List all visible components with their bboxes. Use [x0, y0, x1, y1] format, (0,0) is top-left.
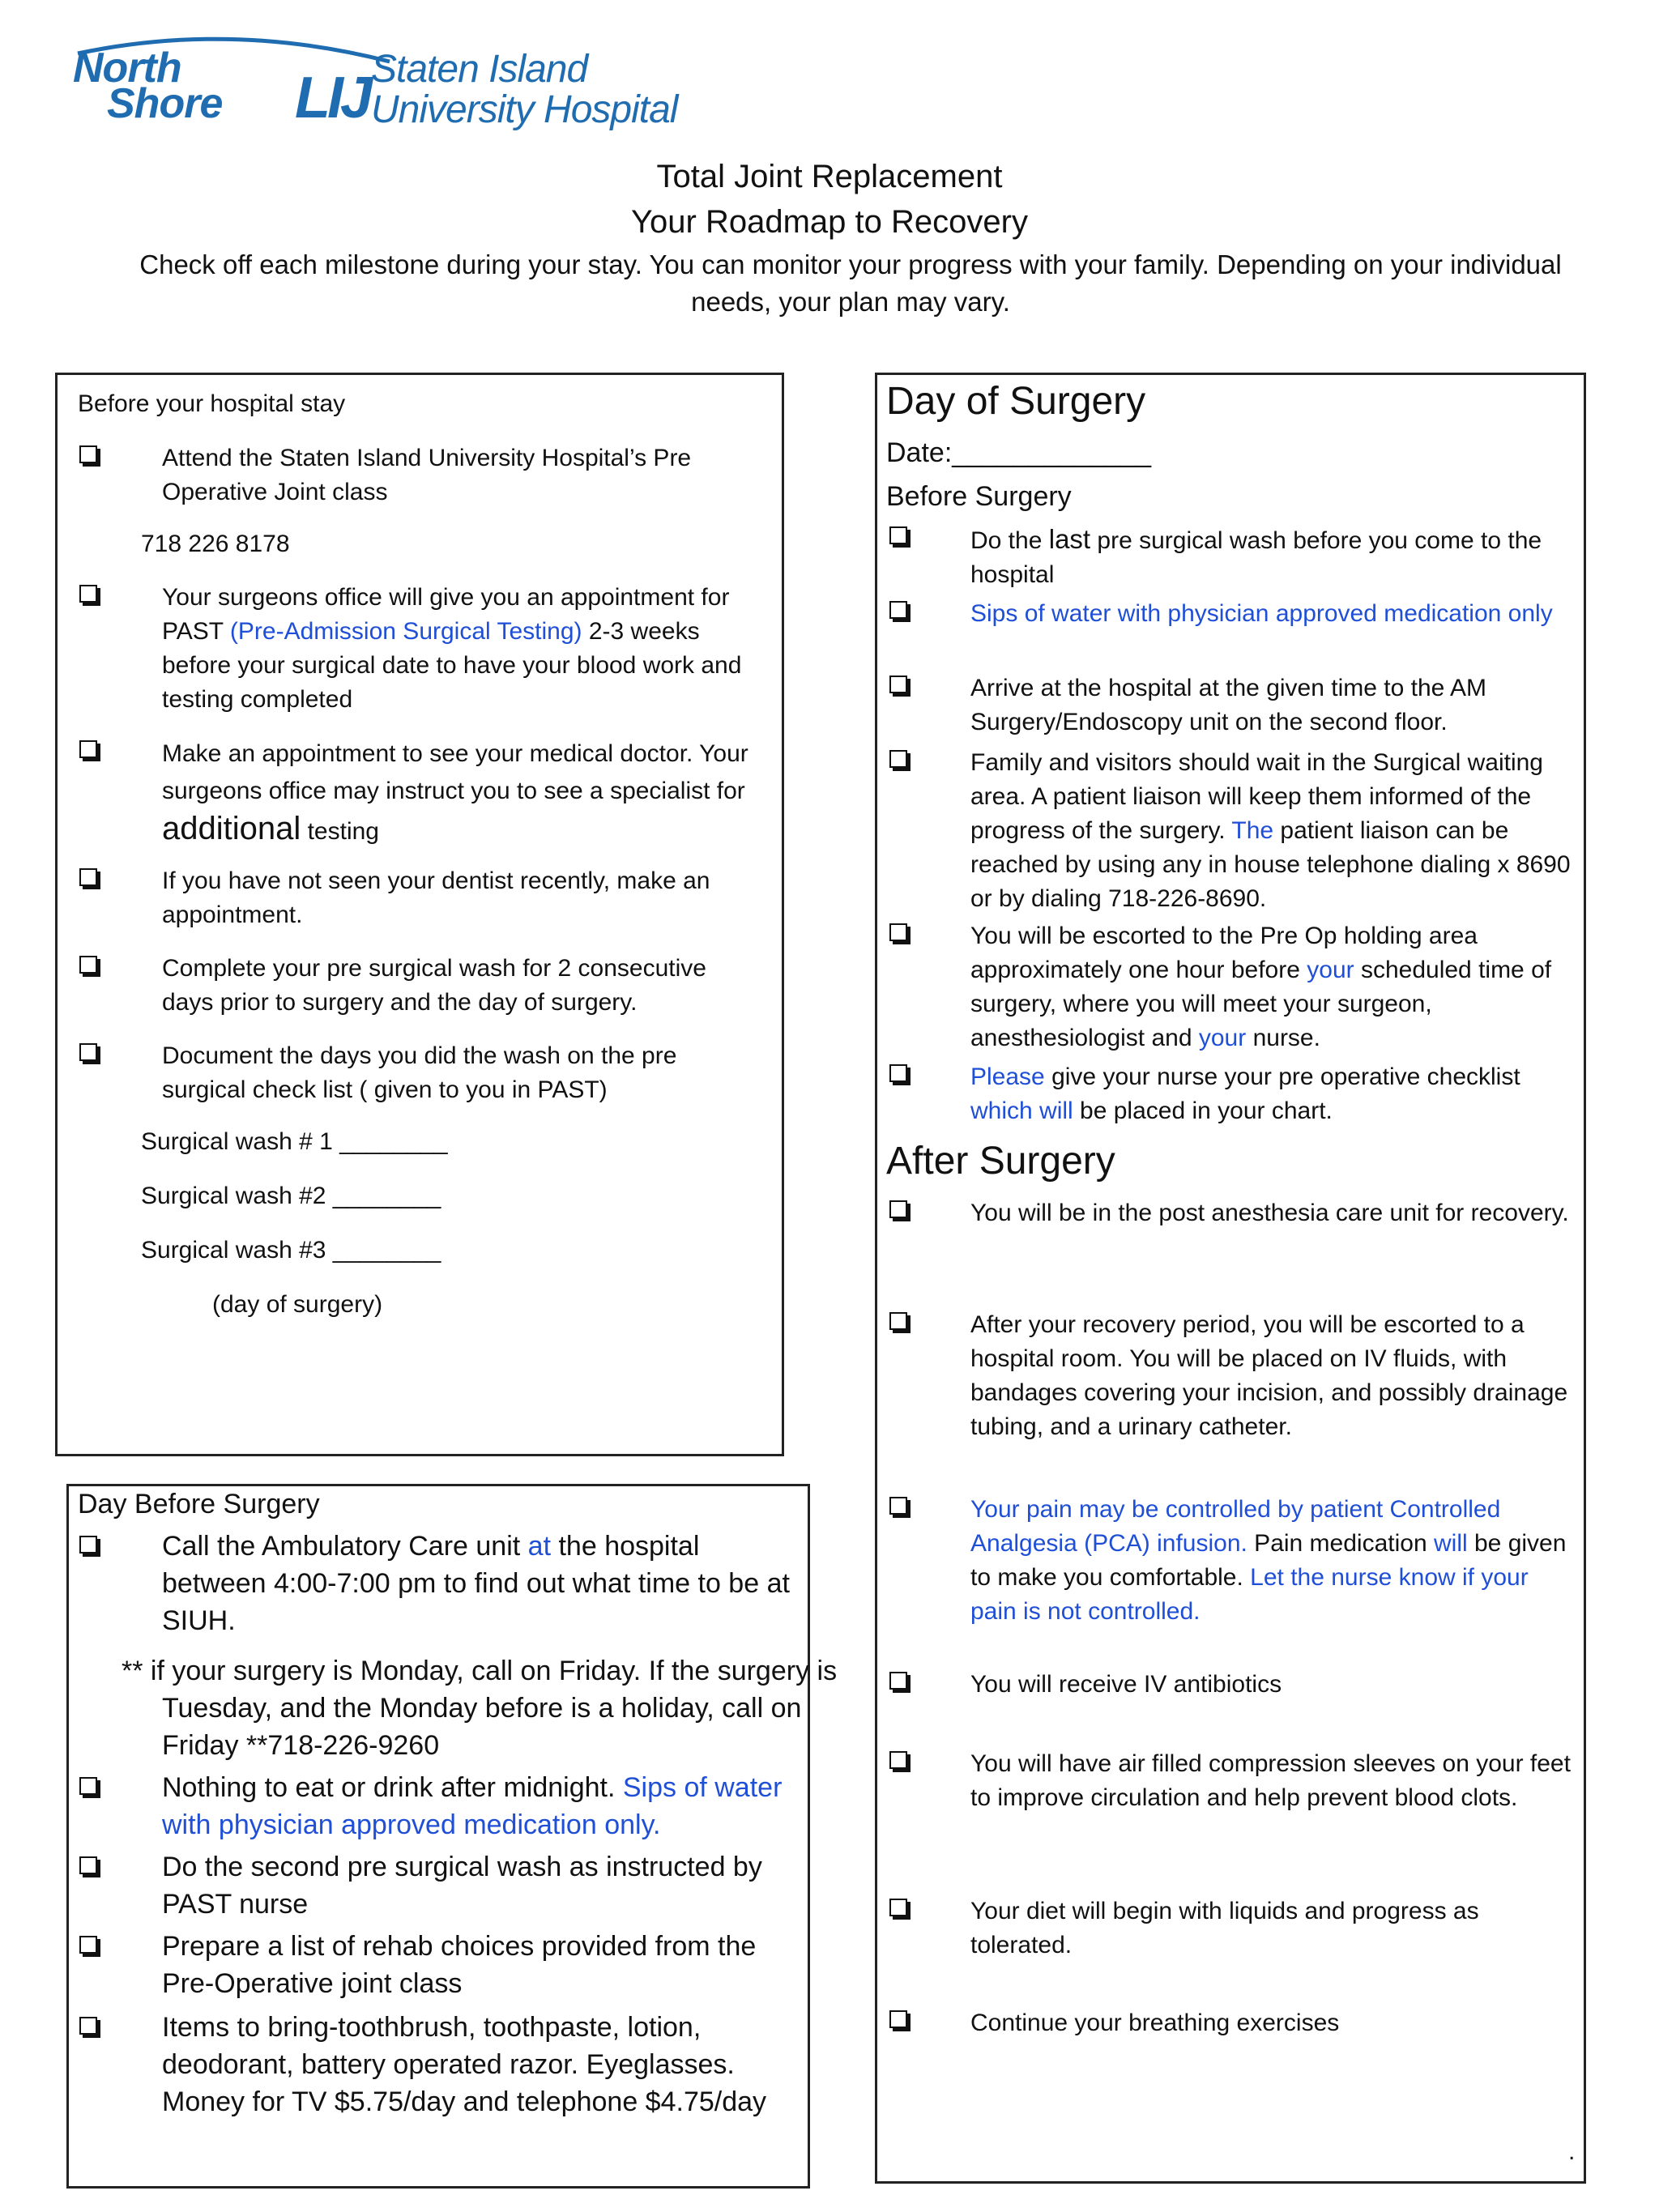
after-item-4: You will receive IV antibiotics — [970, 1671, 1282, 1698]
surgical-wash-2[interactable]: Surgical wash #2 ________ — [141, 1183, 441, 1209]
logo-north: North — [73, 45, 181, 92]
checkbox[interactable] — [79, 1936, 97, 1954]
day-of-item-5: You will be escorted to the Pre Op holding area approximately one hour before your scheduled time of surgery, where you will meet your surgeon, anesthesiologist and your nurse. — [970, 923, 1552, 1051]
checkbox[interactable] — [889, 601, 907, 619]
before-stay-heading: Before your hospital stay — [78, 390, 346, 417]
after-item-5: You will have air filled compression sleeves on your feet to improve circulation and help prevent blood clots. — [970, 1750, 1571, 1811]
checkbox[interactable] — [79, 1536, 97, 1554]
logo-hospital-line2: University Hospital — [371, 88, 678, 131]
intro-text: Check off each milestone during your stay. You can monitor your progress with your family. Depending on your individual needs, your plan may vary. — [139, 249, 1562, 317]
hospital-logo — [70, 29, 766, 134]
after-item-3: Your pain may be controlled by patient Controlled Analgesia (PCA) infusion. Pain medication will be given to make you comfortable. Let the nurse know if your pain is not controlled. — [970, 1496, 1567, 1625]
document-title: Total Joint Replacement — [656, 159, 1003, 194]
phone-number: 718 226 8178 — [141, 531, 290, 557]
surgery-date-field[interactable]: Date:_____________ — [886, 437, 1152, 468]
checkbox[interactable] — [889, 1064, 907, 1082]
document-subtitle: Your Roadmap to Recovery — [631, 204, 1028, 240]
day-of-item-3: Arrive at the hospital at the given time to the AM Surgery/Endoscopy unit on the second floor. — [970, 675, 1487, 735]
surgical-wash-3[interactable]: Surgical wash #3 ________ — [141, 1237, 441, 1264]
checkbox[interactable] — [889, 1200, 907, 1218]
checkbox[interactable] — [889, 1751, 907, 1769]
before-stay-item-4: If you have not seen your dentist recently, make an appointment. — [162, 867, 710, 928]
before-stay-item-3: Make an appointment to see your medical doctor. Your surgeons office may instruct you to see a specialist for additional testing — [162, 740, 748, 846]
day-before-heading: Day Before Surgery — [78, 1489, 320, 1519]
checkbox[interactable] — [889, 1497, 907, 1515]
day-before-item-2: Nothing to eat or drink after midnight. Sips of water with physician approved medication only. — [162, 1772, 783, 1840]
day-before-item-3: Do the second pre surgical wash as instructed by PAST nurse — [162, 1852, 762, 1920]
wash-note: (day of surgery) — [212, 1291, 383, 1318]
before-stay-item-1: Attend the Staten Island University Hospital’s Pre Operative Joint class — [162, 445, 692, 505]
day-of-item-1: Do the last pre surgical wash before you come to the hospital — [970, 524, 1542, 588]
checkbox[interactable] — [79, 740, 97, 758]
checkbox[interactable] — [79, 585, 97, 603]
day-of-item-4: Family and visitors should wait in the Surgical waiting area. A patient liaison will keep them informed of the progress of the surgery. The patient liaison can be reached by using any in house telephone dialing x 8690 or by dialing 718-226-8690. — [970, 749, 1571, 912]
corner-mark: . — [1568, 2138, 1576, 2165]
checkbox[interactable] — [889, 1312, 907, 1330]
day-of-heading: Day of Surgery — [886, 380, 1146, 423]
before-surgery-subheading: Before Surgery — [886, 481, 1072, 512]
before-stay-item-6: Document the days you did the wash on the pre surgical check list ( given to you in PAST) — [162, 1042, 677, 1103]
checkbox[interactable] — [79, 2017, 97, 2035]
after-item-6: Your diet will begin with liquids and progress as tolerated. — [970, 1898, 1479, 1958]
day-of-item-6: Please give your nurse your pre operative checklist which will be placed in your chart. — [970, 1063, 1520, 1124]
checkbox[interactable] — [79, 445, 97, 463]
day-before-item-5: Items to bring-toothbrush, toothpaste, lotion, deodorant, battery operated razor. Eyeglasses. Money for TV $5.75/day and telephone $4.75/day — [162, 2012, 767, 2117]
after-surgery-heading: After Surgery — [886, 1140, 1115, 1183]
logo-shore: Shore — [107, 80, 223, 127]
surgical-wash-1[interactable]: Surgical wash # 1 ________ — [141, 1128, 448, 1155]
day-before-note: ** if your surgery is Monday, call on Friday. If the surgery is Tuesday, and the Monday before is a holiday, call on Friday **718-226-9260 — [122, 1656, 838, 1761]
day-before-item-4: Prepare a list of rehab choices provided from the Pre-Operative joint class — [162, 1931, 757, 1999]
logo-lij: LIJ — [295, 66, 370, 130]
checkbox[interactable] — [79, 868, 97, 886]
after-item-7: Continue your breathing exercises — [970, 2010, 1340, 2036]
before-stay-item-5: Complete your pre surgical wash for 2 consecutive days prior to surgery and the day of surgery. — [162, 955, 706, 1016]
after-item-2: After your recovery period, you will be escorted to a hospital room. You will be placed on IV fluids, with bandages covering your incision, and possibly drainage tubing, and a urinary catheter. — [970, 1311, 1568, 1440]
checkbox[interactable] — [889, 1672, 907, 1690]
checkbox[interactable] — [79, 1043, 97, 1061]
checkbox[interactable] — [889, 923, 907, 941]
checkbox[interactable] — [889, 1899, 907, 1916]
logo-hospital-line1: Staten Island — [371, 48, 588, 91]
checkbox[interactable] — [889, 2010, 907, 2028]
checkbox[interactable] — [889, 750, 907, 768]
checkbox[interactable] — [79, 1777, 97, 1795]
checkbox[interactable] — [79, 1856, 97, 1874]
day-of-item-2: Sips of water with physician approved medication only — [970, 600, 1553, 627]
checkbox[interactable] — [889, 676, 907, 693]
checkbox[interactable] — [889, 526, 907, 544]
after-item-1: You will be in the post anesthesia care unit for recovery. — [970, 1200, 1569, 1226]
before-stay-item-2: Your surgeons office will give you an appointment for PAST (Pre-Admission Surgical Testing) 2-3 weeks before your surgical date to have your blood work and testing completed — [162, 584, 742, 713]
checkbox[interactable] — [79, 956, 97, 974]
day-before-item-1: Call the Ambulatory Care unit at the hospital between 4:00-7:00 pm to find out what time to be at SIUH. — [162, 1531, 790, 1636]
